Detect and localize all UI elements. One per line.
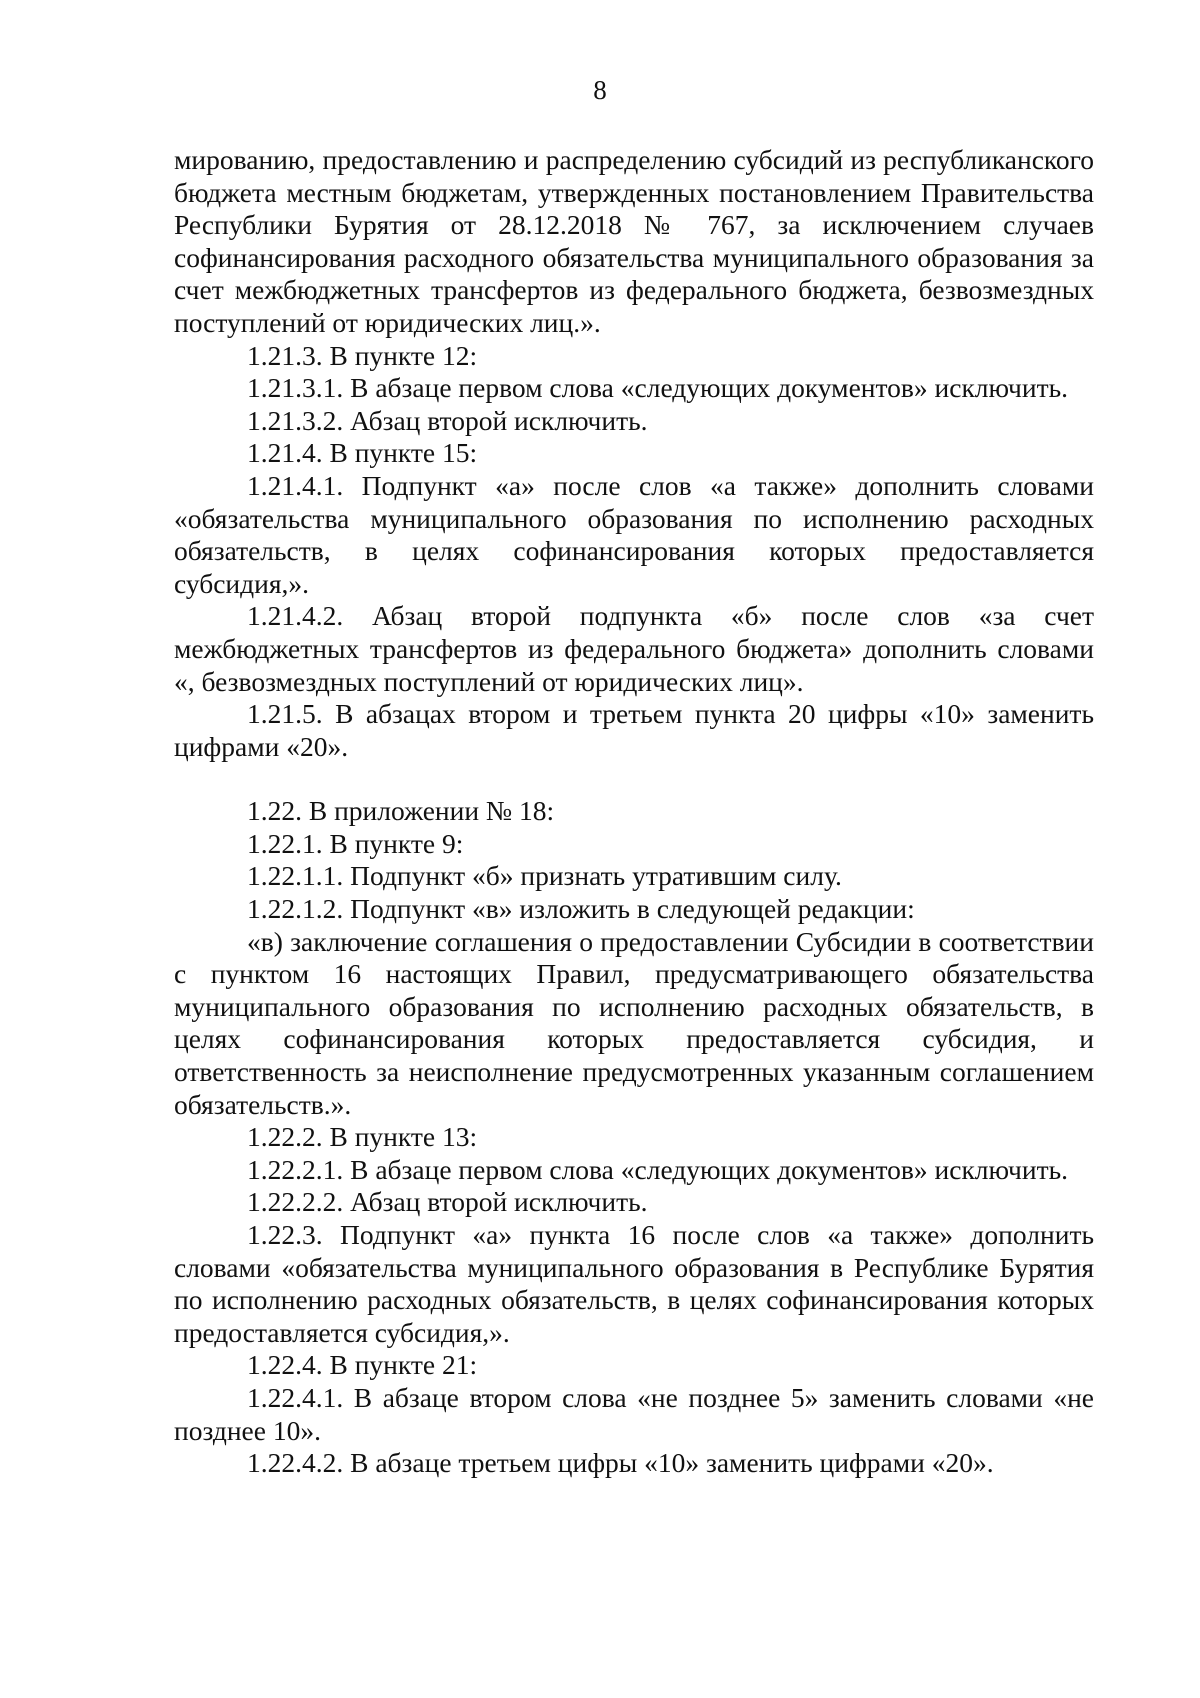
paragraph-1-22-1-1: 1.22.1.1. Подпункт «б» признать утратившим силу. (247, 860, 842, 892)
paragraph-1-21-3-1: 1.21.3.1. В абзаце первом слова «следующих документов» исключить. (247, 372, 1069, 404)
paragraph-1-22-2: 1.22.2. В пункте 13: (247, 1121, 478, 1153)
paragraph-quote-v: «в) заключение соглашения о предоставлении Субсидии в соответствии с пунктом 16 настоящих Правил, предусматривающего обязательства муниципального образования по исполнению расходных обязательств, в целях софинансирования которых предоставляется субсидия, и ответственность за неисполнение предусмотренных указанным соглашением обязательств.». (174, 925, 1094, 1120)
paragraph-1-22-1: 1.22.1. В пункте 9: (247, 827, 464, 859)
paragraph-1-21-4-1: 1.21.4.1. Подпункт «а» после слов «а также» дополнить словами «обязательства муниципального образования по исполнению расходных обязательств, в целях софинансирования которых предоставляется субсидия,». (174, 469, 1094, 599)
paragraph-1-22-4-2: 1.22.4.2. В абзаце третьем цифры «10» заменить цифрами «20». (247, 1447, 994, 1479)
paragraph-1-21-4-2: 1.21.4.2. Абзац второй подпункта «б» после слов «за счет межбюджетных трансфертов из федерального бюджета» дополнить словами «, безвозмездных поступлений от юридических лиц». (174, 600, 1094, 697)
paragraph-1-22: 1.22. В приложении № 18: (247, 795, 555, 827)
paragraph-1-22-3: 1.22.3. Подпункт «а» пункта 16 после слов «а также» дополнить словами «обязательства муниципального образования в Республике Бурятия по исполнению расходных обязательств, в целях софинансирования которых предоставляется субсидия,». (174, 1219, 1094, 1348)
paragraph-1-21-3: 1.21.3. В пункте 12: (247, 339, 478, 371)
paragraph-1-22-4: 1.22.4. В пункте 21: (247, 1349, 478, 1381)
paragraph-1-21-3-2: 1.21.3.2. Абзац второй исключить. (247, 404, 648, 436)
paragraph-1-22-4-1: 1.22.4.1. В абзаце втором слова «не позднее 5» заменить словами «не позднее 10». (174, 1381, 1094, 1446)
paragraph-1-22-1-2: 1.22.1.2. Подпункт «в» изложить в следующей редакции: (247, 893, 915, 925)
paragraph-1-22-2-1: 1.22.2.1. В абзаце первом слова «следующих документов» исключить. (247, 1153, 1069, 1185)
document-body (174, 144, 1094, 1480)
paragraph-continuation: мированию, предоставлению и распределению субсидий из республиканского бюджета местным бюджетам, утвержденных постановлением Правительства Республики Бурятия от 28.12.2018 № 767, за исключением случаев софинансирования расходного обязательства муниципального образования за счет межбюджетных трансфертов из федерального бюджета, безвозмездных поступлений от юридических лиц.». (174, 144, 1094, 338)
paragraph-1-22-2-2: 1.22.2.2. Абзац второй исключить. (247, 1186, 648, 1218)
paragraph-1-21-5: 1.21.5. В абзацах втором и третьем пункта 20 цифры «10» заменить цифрами «20». (174, 698, 1094, 762)
paragraph-1-21-4: 1.21.4. В пункте 15: (247, 437, 478, 469)
page-number: 8 (593, 75, 607, 105)
